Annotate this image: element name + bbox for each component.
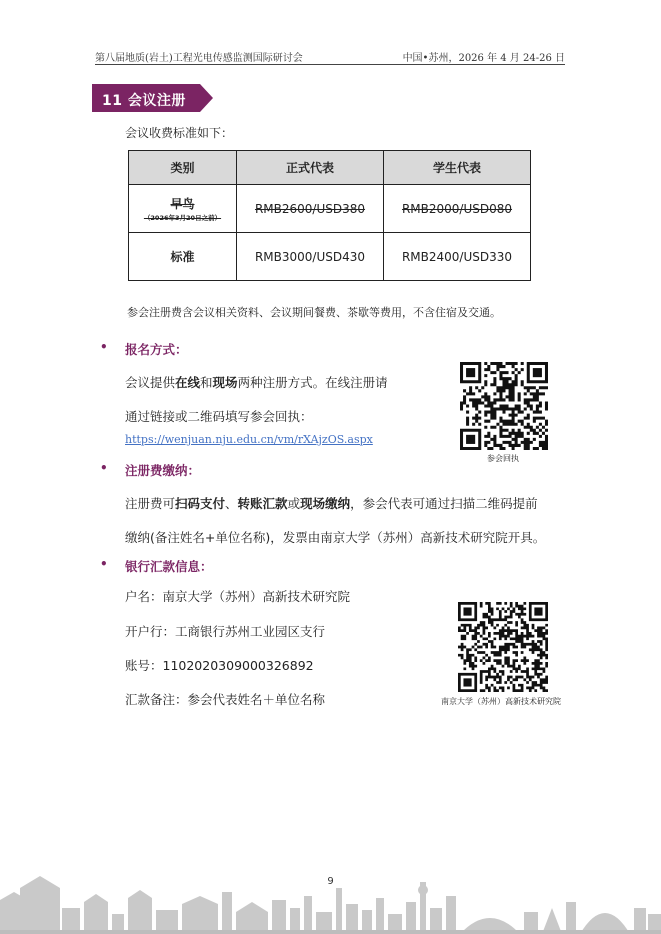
early-bird-label: 早鸟 — [170, 197, 195, 211]
payment-label: 注册费缴纳： — [125, 463, 201, 478]
registration-link[interactable]: https://wenjuan.nju.edu.cn/vm/rXAjzOS.aspx — [125, 433, 373, 446]
header-category: 类别 — [129, 151, 237, 185]
fee-table — [128, 150, 531, 281]
page-header — [95, 49, 565, 65]
early-regular-fee: RMB2600/USD380 — [237, 185, 384, 233]
text-onsite: 现场 — [212, 375, 238, 390]
text-scan-pay: 扫码支付 — [175, 496, 226, 511]
registration-line-2: 通过链接或二维码填写参会回执： — [125, 409, 313, 424]
standard-label: 标准 — [129, 233, 237, 281]
registration-label: 报名方式： — [125, 342, 188, 357]
bank-remark: 汇款备注：参会代表姓名＋单位名称 — [125, 692, 326, 707]
text-segment: 、 — [225, 496, 238, 511]
fee-note: 参会注册费含会议相关资料、会议期间餐费、茶歇等费用，不含住宿及交通。 — [127, 306, 501, 319]
bullet-icon: • — [100, 557, 108, 571]
registration-qr-code — [460, 362, 548, 450]
page-number: 9 — [327, 876, 334, 887]
payment-line-1 — [125, 494, 538, 512]
header-conference-name: 第八届地质(岩土)工程光电传感监测国际研讨会 — [95, 53, 303, 64]
payment-qr-code — [458, 602, 548, 692]
text-onsite-pay: 现场缴纳 — [300, 496, 351, 511]
table-row — [129, 233, 531, 281]
bullet-icon: • — [100, 461, 108, 475]
text-segment: 注册费可 — [125, 496, 176, 511]
text-online: 在线 — [175, 375, 201, 390]
table-row — [129, 185, 531, 233]
bank-label: 银行汇款信息： — [125, 559, 213, 574]
text-transfer: 转账汇款 — [237, 496, 288, 511]
text-segment: 和 — [200, 375, 213, 390]
table-header-row — [129, 151, 531, 185]
bank-account-number: 账号：1102020309000326892 — [125, 658, 314, 673]
city-skyline-illustration — [0, 852, 661, 934]
header-regular: 正式代表 — [237, 151, 384, 185]
payment-line-2: 缴纳(备注姓名+单位名称)，发票由南京大学（苏州）高新技术研究院开具。 — [125, 530, 546, 545]
text-segment: 两种注册方式。在线注册请 — [237, 375, 388, 390]
registration-line-1 — [125, 373, 388, 391]
early-student-fee: RMB2000/USD080 — [384, 185, 531, 233]
bank-name: 开户行：工商银行苏州工业园区支行 — [125, 624, 326, 639]
standard-regular-fee: RMB3000/USD430 — [237, 233, 384, 281]
header-rule — [95, 64, 565, 65]
text-segment: 或 — [287, 496, 301, 511]
header-student: 学生代表 — [384, 151, 531, 185]
early-bird-deadline: （2026年3月20日之前） — [143, 214, 222, 222]
text-segment: 会议提供 — [125, 375, 176, 390]
header-location-date: 中国•苏州，2026 年 4 月 24-26 日 — [402, 53, 565, 64]
text-segment: ，参会代表可通过扫描二维码提前 — [350, 496, 538, 511]
standard-student-fee: RMB2400/USD330 — [384, 233, 531, 281]
fee-intro: 会议收费标准如下： — [125, 126, 234, 140]
payment-qr-caption: 南京大学（苏州）高新技术研究院 — [441, 697, 561, 706]
early-bird-cell — [129, 185, 237, 233]
section-title: 11 会议注册 — [102, 93, 186, 109]
bullet-icon: • — [100, 340, 108, 354]
bank-account-name: 户名：南京大学（苏州）高新技术研究院 — [125, 589, 351, 604]
registration-qr-caption: 参会回执 — [487, 454, 519, 463]
